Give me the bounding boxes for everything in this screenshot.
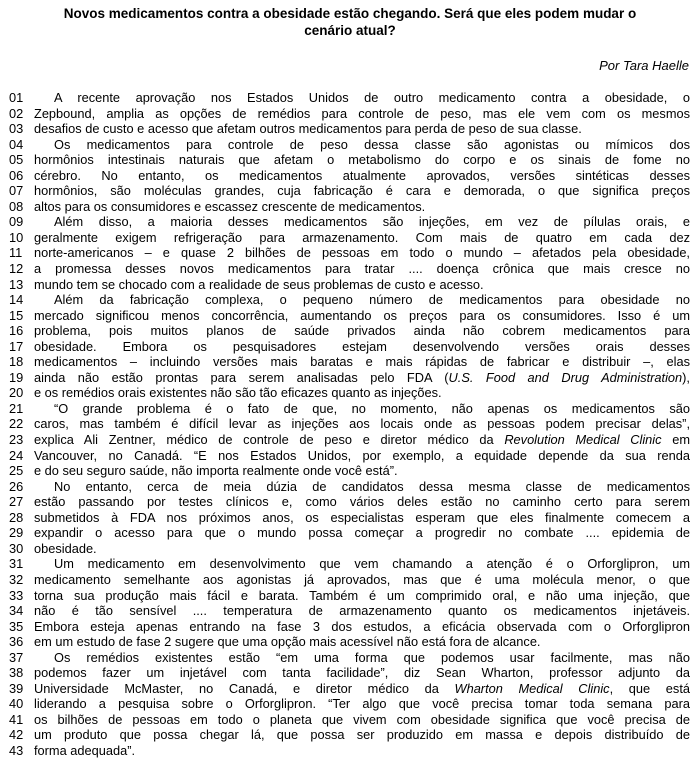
text-line	[0, 277, 700, 293]
text-line	[0, 308, 700, 324]
line-number: 01	[9, 90, 24, 105]
line-text: altos para os consumidores e escassez crescente de medicamentos.	[34, 198, 426, 214]
line-number: 36	[9, 634, 24, 650]
text-line	[0, 572, 700, 588]
line-text: Zepbound, amplia as opções de remédios para controle de peso, mas ele vem com os mesmos	[34, 105, 690, 121]
line-text: caros, mas também é difícil levar as injeções aos locais onde as pessoas podem precisar delas”,	[34, 416, 690, 432]
text-line	[0, 106, 700, 122]
text-line	[0, 603, 700, 619]
line-number: 23	[9, 432, 24, 448]
line-text: desafios de custo e acesso que afetam outros medicamentos para perda de peso de sua classe.	[34, 121, 582, 137]
line-number: 40	[9, 696, 24, 712]
text-line	[0, 712, 700, 728]
line-text: Universidade McMaster, no Canadá, e diretor médico da Wharton Medical Clinic, que está	[34, 680, 690, 696]
line-number: 18	[9, 354, 24, 370]
line-number: 24	[9, 447, 24, 463]
line-text: torna sua produção mais fácil e barata. Também é um comprimido oral, e não uma injeção, que	[34, 587, 690, 603]
line-text: A recente aprovação nos Estados Unidos de outro medicamento contra a obesidade, o	[54, 90, 690, 105]
text-line	[0, 199, 700, 215]
line-text: mercado significou menos concorrência, aumentando os preços para os consumidores. Isso é um	[34, 307, 690, 323]
line-text: Além disso, a maioria desses medicamentos são injeções, em vez de pílulas orais, e	[54, 214, 690, 230]
text-line	[0, 588, 700, 604]
text-line	[0, 137, 700, 153]
text-line	[0, 401, 700, 417]
line-number: 04	[9, 136, 24, 152]
line-number: 27	[9, 494, 24, 510]
text-line	[0, 727, 700, 743]
text-line	[0, 665, 700, 681]
text-line	[0, 479, 700, 495]
line-text: e do seu seguro saúde, não importa realmente onde você está”.	[34, 463, 398, 479]
line-text: geralmente exigem refrigeração para armazenamento. Com mais de quatro em cada dez	[34, 229, 690, 245]
text-line	[0, 494, 700, 510]
line-text: Os medicamentos para controle de peso dessa classe são agonistas ou mímicos dos	[54, 136, 690, 152]
line-text: obesidade. Embora os pesquisadores estejam desenvolvendo versões orais desses	[34, 338, 690, 354]
line-number: 11	[9, 245, 23, 261]
text-line	[0, 292, 700, 308]
text-line	[0, 385, 700, 401]
article-body	[0, 90, 700, 759]
line-text: cérebro. No entanto, os medicamentos atualmente aprovados, versões sintéticas desses	[34, 167, 690, 183]
line-text: obesidade.	[34, 540, 97, 556]
text-line	[0, 416, 700, 432]
text-line	[0, 650, 700, 666]
line-number: 13	[9, 276, 24, 292]
text-line	[0, 525, 700, 541]
line-text: podemos fazer um injetável com tanta facilidade”, diz Sean Wharton, professor adjunto da	[34, 665, 690, 681]
line-number: 15	[9, 307, 24, 323]
line-number: 14	[9, 292, 24, 308]
line-number: 21	[9, 400, 24, 416]
text-line	[0, 619, 700, 635]
line-number: 30	[9, 540, 24, 556]
line-number: 42	[9, 727, 24, 743]
line-text: Além da fabricação complexa, o pequeno número de medicamentos para obesidade no	[54, 292, 690, 308]
line-text: medicamento semelhante aos agonistas já aprovados, mas que é uma molécula menor, o que	[34, 571, 690, 587]
text-line	[0, 183, 700, 199]
line-text: e os remédios orais existentes não são tão eficazes quanto as injeções.	[34, 385, 442, 401]
text-line	[0, 245, 700, 261]
line-number: 10	[9, 229, 24, 245]
line-number: 29	[9, 525, 24, 541]
line-text: Vancouver, no Canadá. “E nos Estados Unidos, por exemplo, a equidade depende da sua renda	[34, 447, 690, 463]
line-number: 39	[9, 680, 24, 696]
article-byline: Por Tara Haelle	[599, 58, 689, 73]
line-number: 02	[9, 105, 24, 121]
line-text: expandir o acesso para que o mundo possa começar a progredir no combate .... epidemia de	[34, 525, 690, 541]
line-number: 19	[9, 369, 24, 385]
line-number: 34	[9, 603, 24, 619]
line-number: 25	[9, 463, 24, 479]
line-text: a promessa desses novos medicamentos para tratar .... doença crônica que mais cresce no	[34, 261, 690, 277]
line-number: 26	[9, 478, 24, 494]
line-text: estão passando por testes clínicos e, como vários deles estão no caminho certo para serem	[34, 494, 690, 510]
text-line	[0, 448, 700, 464]
line-text: um produto que possa chegar lá, que possa ser produzido em massa e depois distribuído de	[34, 727, 690, 743]
line-number: 20	[9, 385, 24, 401]
line-text: No entanto, cerca de meia dúzia de candidatos dessa mesma classe de medicamentos	[54, 478, 690, 494]
text-line	[0, 510, 700, 526]
line-text: hormônios, são moléculas grandes, cuja fabricação é cara e demorada, o que significa preços	[34, 183, 690, 199]
line-text: problema, pois muitos planos de saúde privados ainda não cobrem medicamentos para	[34, 323, 690, 339]
line-text: os bilhões de pessoas em todo o planeta que vivem com obesidade significa que você precisa de	[34, 711, 690, 727]
line-text: “O grande problema é o fato de que, no momento, não apenas os medicamentos são	[54, 400, 690, 416]
line-text: em um estudo de fase 2 sugere que uma opção mais acessível não está fora de alcance.	[34, 634, 541, 650]
line-number: 05	[9, 152, 24, 168]
line-number: 41	[9, 711, 24, 727]
line-text: explica Ali Zentner, médico de controle de peso e diretor médico da Revolution Medical Clinic em	[34, 432, 690, 448]
text-line	[0, 743, 700, 759]
line-text: submetidos à FDA nos próximos anos, os especialistas esperam que eles finalmente comecem a	[34, 509, 690, 525]
text-line	[0, 323, 700, 339]
line-text: forma adequada”.	[34, 742, 136, 758]
text-line	[0, 121, 700, 137]
line-number: 06	[9, 167, 24, 183]
line-number: 17	[9, 338, 24, 354]
text-line	[0, 214, 700, 230]
line-number: 43	[9, 742, 24, 758]
text-line	[0, 541, 700, 557]
line-text: medicamentos – incluindo versões mais baratas e mais rápidas de fabricar e distribuir –, elas	[34, 354, 690, 370]
line-number: 38	[9, 665, 24, 681]
line-text: mundo tem se chocado com a realidade de seus problemas de custo e acesso.	[34, 276, 484, 292]
text-line	[0, 168, 700, 184]
line-text: não é tão sensível .... temperatura de armazenamento quanto os medicamentos injetáveis.	[34, 603, 690, 619]
line-number: 07	[9, 183, 24, 199]
text-line	[0, 432, 700, 448]
line-number: 28	[9, 509, 24, 525]
line-number: 31	[9, 556, 24, 572]
text-line	[0, 339, 700, 355]
article-title	[0, 6, 700, 39]
text-line	[0, 463, 700, 479]
text-line	[0, 556, 700, 572]
line-number: 32	[9, 571, 24, 587]
text-line	[0, 681, 700, 697]
text-line	[0, 261, 700, 277]
article-title-line2: cenário atual?	[304, 22, 396, 38]
line-number: 37	[9, 649, 24, 665]
line-number: 12	[9, 261, 24, 277]
line-text: ainda não estão prontas para serem analisadas pelo FDA (U.S. Food and Drug Administration),	[34, 369, 690, 385]
text-line	[0, 354, 700, 370]
line-text: hormônios intestinais naturais que afetam o metabolismo do corpo e os sinais de fome no	[34, 152, 690, 168]
line-text: Um medicamento em desenvolvimento que vem chamando a atenção é o Orforglipron, um	[54, 556, 690, 572]
line-number: 16	[9, 323, 24, 339]
text-line	[0, 90, 700, 106]
line-number: 33	[9, 587, 24, 603]
line-text: Embora esteja apenas entrando na fase 3 dos estudos, a eficácia observada com o Orforglipron	[34, 618, 690, 634]
text-line	[0, 230, 700, 246]
text-line	[0, 152, 700, 168]
line-number: 22	[9, 416, 24, 432]
line-text: liderando a pesquisa sobre o Orforglipron. “Ter algo que você precisa tomar toda semana para	[34, 696, 690, 712]
line-number: 35	[9, 618, 24, 634]
line-number: 09	[9, 214, 24, 230]
line-text: norte-americanos – e quase 2 bilhões de pessoas em todo o mundo – afetados pela obesidade,	[34, 245, 690, 261]
text-line	[0, 696, 700, 712]
line-number: 03	[9, 121, 24, 137]
line-number: 08	[9, 198, 24, 214]
line-text: Os remédios existentes estão “em uma forma que podemos usar facilmente, mas não	[54, 649, 690, 665]
text-line	[0, 370, 700, 386]
article-title-line1: Novos medicamentos contra a obesidade estão chegando. Será que eles podem mudar o	[63, 6, 637, 21]
text-line	[0, 634, 700, 650]
